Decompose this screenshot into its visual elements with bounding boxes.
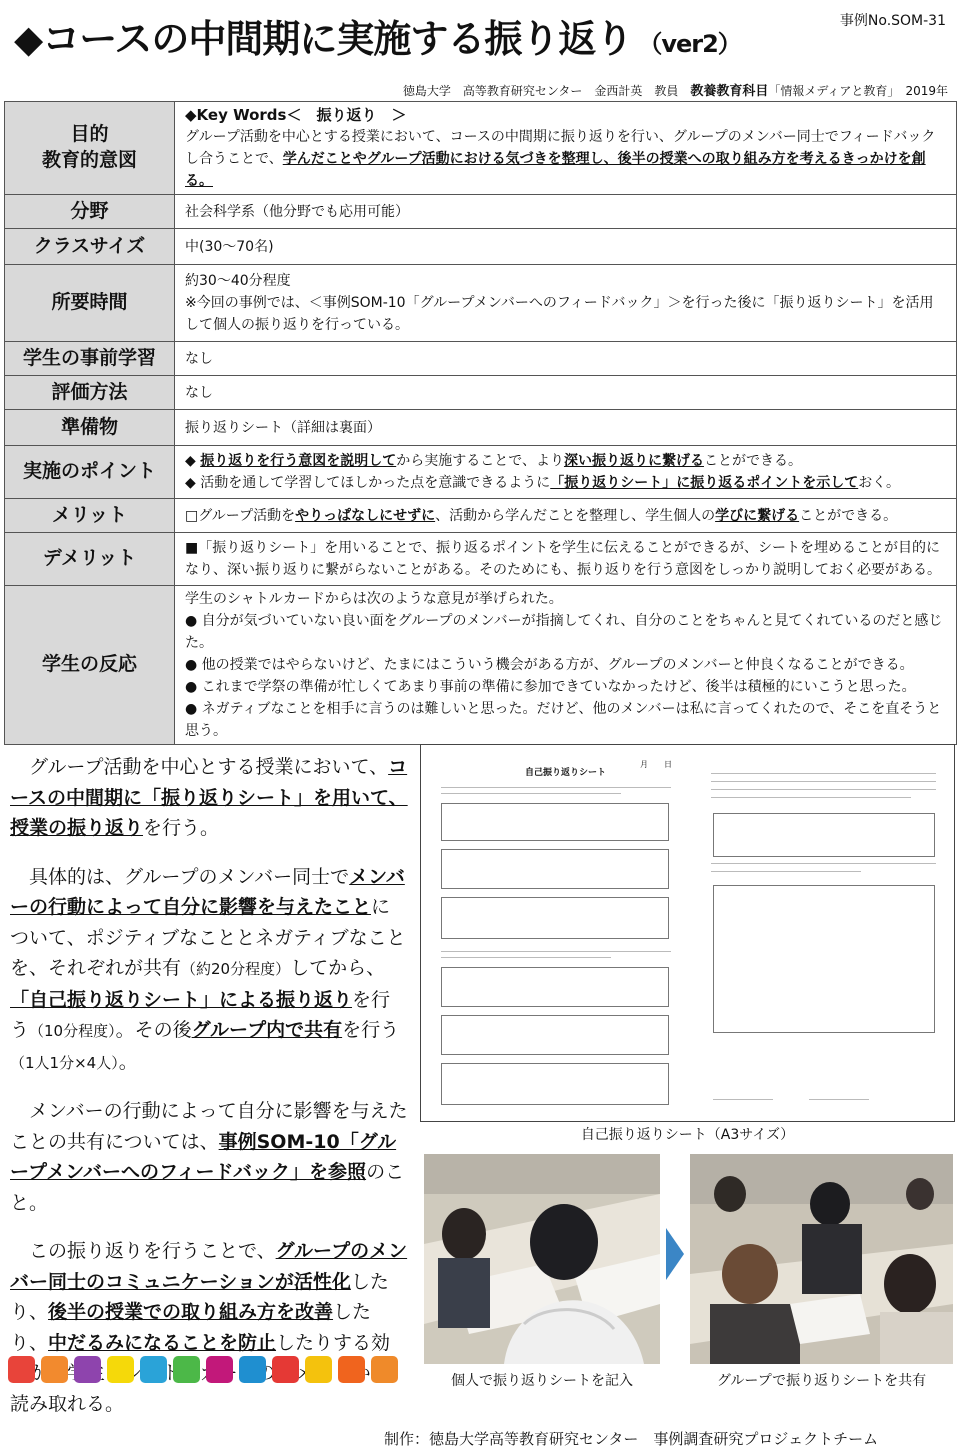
value-eval: なし xyxy=(175,376,957,410)
paragraph-1: グループ活動を中心とする授業において、コースの中間期に「振り返りシート」を用いて、授業の振り返りを行う。 xyxy=(10,756,408,839)
label-reaction: 学生の反応 xyxy=(5,586,175,745)
sheet-caption: 自己振り返りシート（A3サイズ） xyxy=(580,1127,795,1143)
year: 2019年 xyxy=(905,84,948,98)
value-merit: □グループ活動をやりっぱなしにせずに、活動から学んだことを整理し、学生個人の学びに繋げることができる。 xyxy=(175,499,957,533)
decorative-square xyxy=(41,1356,68,1383)
row-field xyxy=(5,195,957,229)
label-prep: 学生の事前学習 xyxy=(5,342,175,376)
reaction-item: ● これまで学祭の準備が忙しくてあまり事前の準備に参加できていなかったけど、後半は積極的にいこうと思った。 xyxy=(185,679,916,695)
photo-individual-writing xyxy=(424,1154,660,1364)
author: 徳島大学 高等教育研究センター 金西計英 教員 xyxy=(402,84,679,98)
reaction-item: ● 他の授業ではやらないけど、たまにはこういう機会がある方が、グループのメンバーと仲良くなることができる。 xyxy=(185,657,914,673)
paragraph-2: 具体的は、グループのメンバー同士でメンバーの行動によって自分に影響を与えたことについて、ポジティブなこととネガティブなことを、それぞれが共有（約20分程度）してから、「自己振り返りシート」による振り返りを行う（10分程度）。その後グループ内で共有を行う（1人1分×4人）。 xyxy=(10,865,406,1073)
classroom-photo-1 xyxy=(424,1154,660,1364)
row-reaction xyxy=(5,586,957,745)
paragraph-4: この振り返りを行うことで、グループのメンバー同士のコミュニケーションが活性化したり、後半の授業での取り組み方を改善したり、中だるみになることを防止したりする効果が、学生のシャトルカードの ント 読み取れる。 xyxy=(10,1240,408,1415)
photo-left-caption: 個人で振り返りシートを記入 xyxy=(451,1373,633,1389)
decorative-square xyxy=(338,1356,365,1383)
row-eval xyxy=(5,376,957,410)
decorative-square xyxy=(107,1356,134,1383)
value-prep: なし xyxy=(175,342,957,376)
arrow-right-icon xyxy=(666,1228,684,1280)
page-title: ◆コースの中間期に実施する振り返り （ver2） xyxy=(14,17,741,61)
subject-name: 「情報メディアと教育」 xyxy=(768,84,894,98)
row-demerit xyxy=(5,533,957,586)
case-number: 事例No.SOM-31 xyxy=(839,13,946,29)
row-class-size xyxy=(5,229,957,265)
label-field: 分野 xyxy=(5,195,175,229)
sheet-right-page xyxy=(699,753,944,1113)
decorative-square xyxy=(272,1356,299,1383)
label-merit: メリット xyxy=(5,499,175,533)
value-points: ◆ 振り返りを行う意図を説明してから実施することで、より深い振り返りに繋げることができる。 ◆ 活動を通して学習してほしかった点を意識できるように「振り返りシート」に振り返るポイントを示しておく。 xyxy=(175,446,957,499)
paragraph-3: メンバーの行動によって自分に影響を与えたことの共有については、事例SOM-10「グループメンバーへのフィードバック」を参照のこと。 xyxy=(10,1100,408,1214)
decorative-square xyxy=(239,1356,266,1383)
label-materials: 準備物 xyxy=(5,410,175,446)
reflection-sheet-image xyxy=(420,744,955,1122)
sheet-date: 月 日 xyxy=(640,760,672,769)
label-purpose: 目的 教育的意図 xyxy=(5,102,175,195)
row-merit xyxy=(5,499,957,533)
classroom-photo-2 xyxy=(690,1154,953,1364)
reaction-item: ● ネガティブなことを相手に言うのは難しいと思った。だけど、他のメンバーは私に言ってくれたので、そこを直そうと思う。 xyxy=(185,701,942,739)
description-text xyxy=(10,752,408,1437)
decorative-square xyxy=(140,1356,167,1383)
value-field: 社会科学系（他分野でも応用可能） xyxy=(175,195,957,229)
value-materials: 振り返りシート（詳細は裏面） xyxy=(175,410,957,446)
overview-table xyxy=(4,101,957,745)
sheet-left-page xyxy=(435,753,680,1113)
author-line xyxy=(403,80,948,99)
label-demerit: デメリット xyxy=(5,533,175,586)
decorative-square xyxy=(74,1356,101,1383)
row-purpose xyxy=(5,102,957,195)
decorative-square xyxy=(206,1356,233,1383)
row-time xyxy=(5,265,957,342)
decorative-square xyxy=(305,1356,332,1383)
label-time: 所要時間 xyxy=(5,265,175,342)
subject-category: 教養教育科目 xyxy=(690,84,769,99)
sheet-title: 自己振り返りシート xyxy=(525,768,607,778)
value-purpose: ◆Key Words＜ 振り返り ＞ グループ活動を中心とする授業において、コースの中間期に振り返りを行い、グループのメンバー同士でフィードバックし合うことで、学んだことやグループ活動における気づきを整理し、後半の授業への取り組み方を考えるきっかけを創る。 xyxy=(175,102,957,195)
photo-group-sharing xyxy=(690,1154,953,1364)
photo-right-caption: グループで振り返りシートを共有 xyxy=(716,1373,927,1389)
value-demerit: ■「振り返りシート」を用いることで、振り返るポイントを学生に伝えることができるが、シートを埋めることが目的になり、深い振り返りに繋がらないことがある。そのためにも、振り返りを行う意図をしっかり説明しておく必要がある。 xyxy=(175,533,957,586)
value-time: 約30～40分程度 ※今回の事例では、＜事例SOM-10「グループメンバーへのフィードバック」＞を行った後に「振り返りシート」を活用して個人の振り返りを行っている。 xyxy=(175,265,957,342)
decorative-square xyxy=(8,1356,35,1383)
decorative-square xyxy=(173,1356,200,1383)
decorative-squares xyxy=(8,1356,398,1383)
row-points xyxy=(5,446,957,499)
value-class-size: 中(30～70名) xyxy=(175,229,957,265)
label-class-size: クラスサイズ xyxy=(5,229,175,265)
value-reaction: 学生のシャトルカードからは次のような意見が挙げられた。 ● 自分が気づいていない良い面をグループのメンバーが指摘してくれ、自分のことをちゃんと見てくれているのだと感じた。 ● 他の授業ではやらないけど、たまにはこういう機会がある方が、グループのメンバーと仲良くなることができる。 ● これまで学祭の準備が忙しくてあまり事前の準備に参加できていなかったけど、後半は積極的にいこうと思った。 ● ネガティブなことを相手に言うのは難しいと思った。だけど、他のメンバーは私に言ってくれたので、そこを直そうと思う。 xyxy=(175,586,957,745)
row-prep xyxy=(5,342,957,376)
reaction-item: ● 自分が気づいていない良い面をグループのメンバーが指摘してくれ、自分のことをちゃんと見てくれているのだと感じた。 xyxy=(185,613,943,651)
key-words: ◆Key Words＜ 振り返り ＞ xyxy=(185,106,407,124)
row-materials xyxy=(5,410,957,446)
label-points: 実施のポイント xyxy=(5,446,175,499)
decorative-square xyxy=(371,1356,398,1383)
footer-credit: 制作：徳島大学高等教育研究センター 事例調査研究プロジェクトチーム xyxy=(384,1430,879,1448)
label-eval: 評価方法 xyxy=(5,376,175,410)
